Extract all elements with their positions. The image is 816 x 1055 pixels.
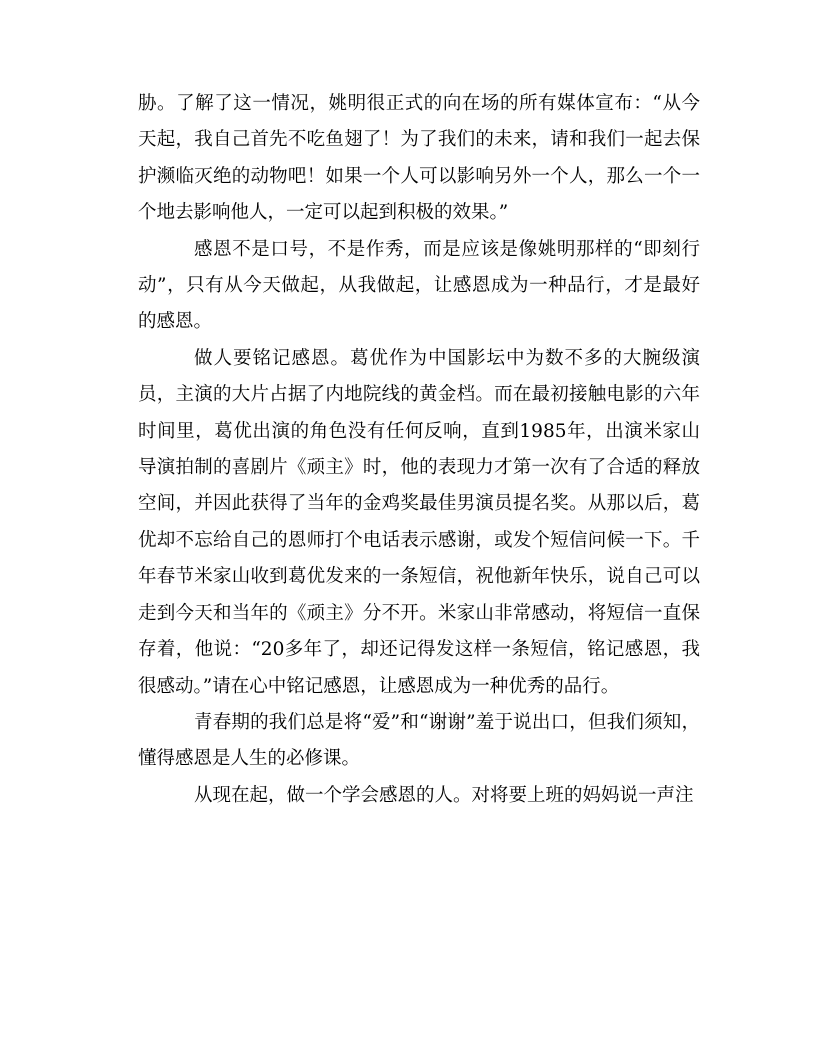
document-body (138, 86, 700, 814)
paragraph-ge-you-story: 做人要铭记感恩。葛优作为中国影坛中为数不多的大腕级演员，主演的大片占据了内地院线的黄金档。而在最初接触电影的六年时间里，葛优出演的角色没有任何反响，直到1985年，出演米家山导演拍制的喜剧片《顽主》时，他的表现力才第一次有了合适的释放空间，并因此获得了当年的金鸡奖最佳男演员提名奖。从那以后，葛优却不忘给自己的恩师打个电话表示感谢，或发个短信问候一下。千年春节米家山收到葛优发来的一条短信，祝他新年快乐，说自己可以走到今天和当年的《顽主》分不开。米家山非常感动，将短信一直保存着，他说：“20多年了，却还记得发这样一条短信，铭记感恩，我很感动。”请在心中铭记感恩，让感恩成为一种优秀的品行。 (138, 347, 700, 697)
paragraph-continuation: 胁。了解了这一情况，姚明很正式的向在场的所有媒体宣布：“从今天起，我自己首先不吃鱼翅了！为了我们的未来，请和我们一起去保护濒临灭绝的动物吧！如果一个人可以影响另外一个人，那么一个一个地去影响他人，一定可以起到积极的效果。” (138, 93, 700, 224)
paragraph-start-now: 从现在起，做一个学会感恩的人。对将要上班的妈妈说一声注 (194, 784, 694, 806)
paragraph-adolescence: 青春期的我们总是将“爱”和“谢谢”羞于说出口，但我们须知，懂得感恩是人生的必修课。 (138, 711, 700, 770)
paragraph-gratitude-action: 感恩不是口号，不是作秀，而是应该是像姚明那样的“即刻行动”，只有从今天做起，从我做起，让感恩成为一种品行，才是最好的感恩。 (138, 238, 700, 333)
